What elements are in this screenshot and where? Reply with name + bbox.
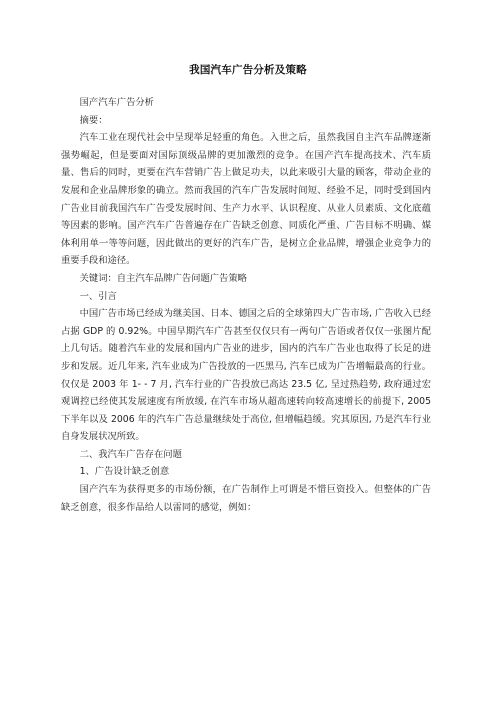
section-heading-introduction: 一、引言 xyxy=(79,290,117,302)
section-heading-problems: 二、我汽车广告存在问题 xyxy=(79,448,182,460)
document-title: 我国汽车广告分析及策略 xyxy=(189,64,307,76)
section-heading-analysis: 国产汽车广告分析 xyxy=(79,97,154,108)
keywords-line: 关键词：自主汽车品牌广告问题广告策略 xyxy=(79,272,247,284)
subheading-lack-of-creativity: 1、广告设计缺乏创意 xyxy=(79,466,170,478)
body-paragraph: 国产汽车为获得更多的市场份额，在广告制作上可谓是不惜巨资投入。但整体的广告缺乏创意，很多作品给人以雷同的感觉，例如： xyxy=(61,484,431,513)
introduction-paragraph: 中国广告市场已经成为继美国、日本、德国之后的全球第四大广告市场, 广告收入已经占据 GDP 的 0.92%。中国早期汽车广告甚至仅仅只有一两句广告语或者仅仅一张图片配上几句话。随着汽车业的发展和国内广告业的进步，国内的汽车广告业也取得了长足的进步和发展。近几年来, 汽车业成为广告投放的一匹黑马, 汽车已成为广告增幅最高的行业。仅仅是 2003 年 1- - 7 月, 汽车行业的广告投放已高达 23.5 亿, 呈过热趋势, 政府通过宏观调控已经使其发展速度有所放缓, 在汽车市场从超高速转向较高速增长的前提下, 2005 下半年以及 2006 年的汽车广告总量继续处于高位, 但增幅趋缓。究其原因, 乃是汽车行业自身发展状况所致。 xyxy=(61,308,431,443)
document-body xyxy=(61,94,431,516)
abstract-paragraph: 汽车工业在现代社会中呈现举足轻重的角色。入世之后，虽然我国自主汽车品牌逐渐强势崛起，但是要面对国际顶级品牌的更加激烈的竞争。在国产汽车提高技术、汽车质量、售后的同时，更要在汽车营销广告上做足功夫，以此来吸引大量的顾客，带动企业的发展和企业品牌形象的确立。然而我国的汽车广告发展时间短、经验不足，同时受到国内广告业目前我国汽车广告受发展时间、生产力水平、认识程度、从业人员素质、文化底蕴等因素的影响。国产汽车广告普遍存在广告缺乏创意、同质化严重、广告目标不明确、媒体利用单一等等问题，因此做出的更好的汽车广告，是树立企业品牌，增强企业竞争力的重要手段和途径。 xyxy=(61,132,431,267)
abstract-label: 摘要： xyxy=(79,114,108,126)
